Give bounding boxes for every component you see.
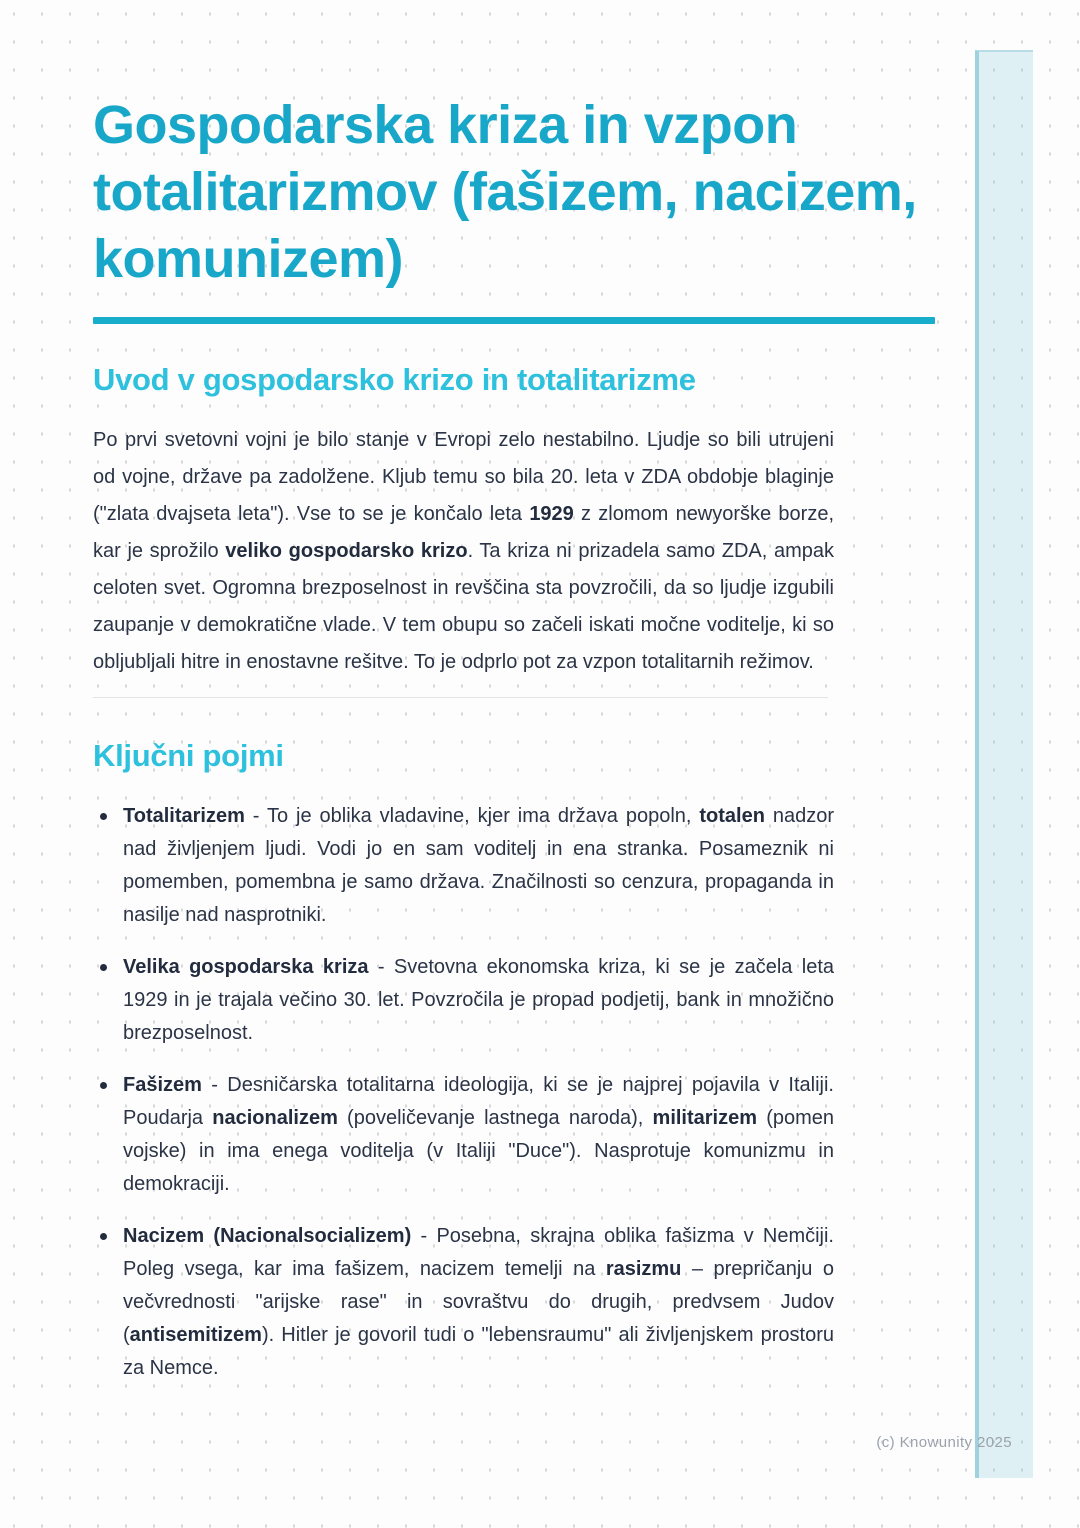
key-terms-list	[93, 800, 834, 1385]
intro-section-heading: Uvod v gospodarsko krizo in totalitarizme	[93, 362, 696, 397]
term-item-nacizem: Nacizem (Nacionalsocializem) - Posebna, skrajna oblika fašizma v Nemčiji. Poleg vsega, kar ima fašizem, nacizem temelji na rasizmu – prepričanju o večvrednosti "arijske rase" in sovraštvu do drugih, predvsem Judov (antisemitizem). Hitler je govoril tudi o "lebensraumu" ali življenjskem prostoru za Nemce.	[93, 1220, 834, 1385]
page-title: Gospodarska kriza in vzpon totalitarizmov (fašizem, nacizem, komunizem)	[93, 95, 917, 289]
term-item-fasizem: Fašizem - Desničarska totalitarna ideologija, ki se je najprej pojavila v Italiji. Poudarja nacionalizem (poveličevanje lastnega naroda), militarizem (pomen vojske) in ima enega voditelja (v Italiji "Duce"). Nasprotuje komunizmu in demokraciji.	[93, 1069, 834, 1201]
content-column	[93, 92, 938, 1404]
intro-paragraph: Po prvi svetovni vojni je bilo stanje v Evropi zelo nestabilno. Ljudje so bili utrujeni od vojne, države pa zadolžene. Kljub temu so bila 20. leta v ZDA obdobje blaginje ("zlata dvajseta leta"). Vse to se je končalo leta 1929 z zlomom newyorške borze, kar je sprožilo veliko gospodarsko krizo. Ta kriza ni prizadela samo ZDA, ampak celoten svet. Ogromna brezposelnost in revščina sta povzročili, da so ljudje izgubili zaupanje v demokratične vlade. V tem obupu so začeli iskati močne voditelje, ki so obljubljali hitre in enostavne rešitve. To je odprlo pot za vzpon totalitarnih režimov.	[93, 429, 834, 673]
term-item-totalitarizem: Totalitarizem - To je oblika vladavine, kjer ima država popoln, totalen nadzor nad življenjem ljudi. Vodi jo en sam voditelj in ena stranka. Posameznik ni pomemben, pomembna je samo država. Značilnosti so cenzura, propaganda in nasilje nad nasprotniki.	[93, 800, 834, 932]
title-underline-rule	[93, 317, 935, 324]
term-item-velika-gospodarska-kriza: Velika gospodarska kriza - Svetovna ekonomska kriza, ki se je začela leta 1929 in je trajala večino 30. let. Povzročila je propad podjetij, bank in množično brezposelnost.	[93, 951, 834, 1050]
decorative-side-stripe	[975, 50, 1033, 1478]
section-divider	[93, 697, 828, 698]
key-terms-heading: Ključni pojmi	[93, 738, 284, 773]
copyright-text: (c) Knowunity 2025	[876, 1434, 1012, 1451]
